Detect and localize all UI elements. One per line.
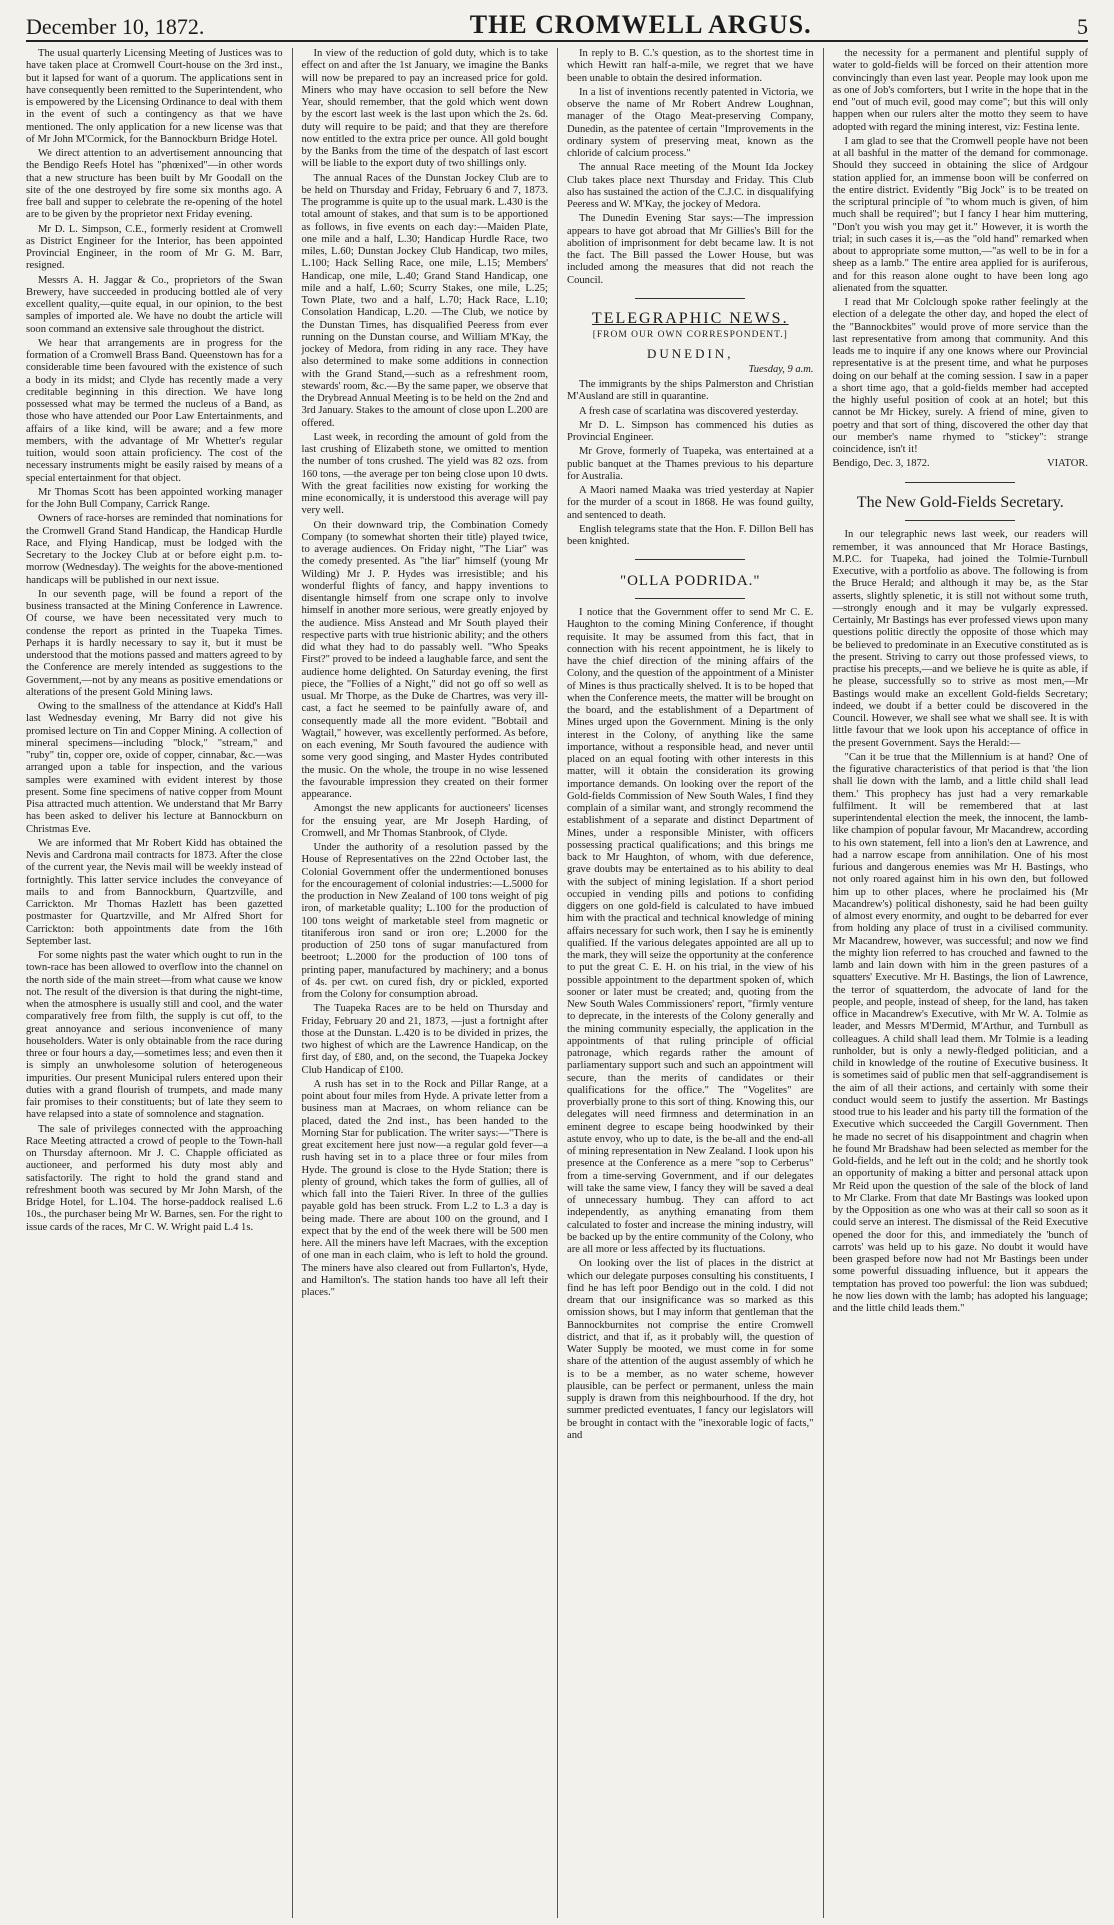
news-paragraph: I read that Mr Colclough spoke rather feelingly at the election of a delegate the other day, and hoped the elect of the "Bannockbites" would prove of more service than the last representative from among that community. And this leads me to inquire if any one knows where our Provincial representative is at the present time, and what he purposes doing on our behalf at the coming session. I saw in a paper a short time ago, that a gold-fields member had accepted the highly useful position of cook at an hotel; but this cannot be Mr Hickey, surely. A friend of mine, given to poetry and that sort of thing, discovered the other day that our member's name rhymed to "stickey": strange coincidence, isn't it! (832, 297, 1088, 455)
column-paragraph: On looking over the list of places in the district at which our delegate purposes consulting his constituents, I find he has left poor Bendigo out in the cold. I did not dream that our insignificance was so marked as this omission shows, but I may inform that gentleman that the Bannockburnites not comprise the entire Cromwell district, and that if, as it probably will, the question of Water Supply be mooted, we must come in for some share of the attention of the august assembly of which he is to be a member, as no water scheme, however plausible, can be perfect or permanent, unless the main supply is drawn from this neighbourhood. If the dry, hot summer predicted eventuates, I fancy our legislators will be brought in contact with the "inexorable logic of facts," and (567, 1258, 814, 1441)
telegram-item: Mr D. L. Simpson has commenced his duties as Provincial Engineer. (567, 419, 814, 443)
issue-date: December 10, 1872. (26, 14, 205, 39)
news-paragraph: In reply to B. C.'s question, as to the shortest time in which Hewitt ran half-a-mile, we regret that we have been unable to obtain the desired information. (567, 48, 814, 84)
signature-line (833, 458, 1089, 470)
news-paragraph: Mr Thomas Scott has been appointed working manager for the John Bull Company, Carrick Range. (26, 486, 283, 510)
news-paragraph: In our seventh page, will be found a report of the business transacted at the Mining Conference in Lawrence. Of course, we have been necessitated very much to condense the report as printed in the Tuapeka Times. Perhaps it is hardly necessary to say it, but it must be understood that the motions passed and matters agreed to by the Conference are merely intended as suggestions to the Government,—not by any means as positive emendations or alterations of the present Gold Mining laws. (26, 588, 283, 698)
news-paragraph: In a list of inventions recently patented in Victoria, we observe the name of Mr Robert Andrew Loughnan, manager of the Otago Meat-preserving Company, Dunedin, as the patentee of certain "Improvements in the ordinary system of preserving meat, known as the chloride of calcium process." (567, 86, 814, 159)
newspaper-title: THE CROMWELL ARGUS. (469, 10, 812, 39)
news-paragraph: We direct attention to an advertisement announcing that the Bendigo Reefs Hotel has "phœnixed"—in other words that a new structure has been built by Mr Goodall on the site of the one destroyed by fire some six months ago. A free ball and supper to celebrate the re-opening of the hotel are to be given by the proprietor next Friday evening. (26, 148, 283, 221)
telegram-item: A Maori named Maaka was tried yesterday at Napier for the murder of a scout in 1868. He was found guilty, and sentenced to death. (567, 485, 814, 521)
news-paragraph: On their downward trip, the Combination Comedy Company (to somewhat shorten their title) played twice, to average audiences. On Friday night, "The Liar" was the comedy presented. As "the liar" himself (young Mr Wilding) Mr J. P. Hydes was irresistible; and his wonderful flights of fancy, and happy inventions to disentangle himself from one scrape only to involve himself in another more serious, were greatly enjoyed by the audience. Miss Anstead and Mr South played their respective parts with true histrionic ability; and the others did what they had to do passably well. "Who Speaks First?" proved to be indeed a laughable farce, and sent the audience home delighted. On Saturday evening, the first piece, the "Follies of a Night," did not go off so well as usual. Mr Thorpe, as the Duke de Chartres, was very ill-cast, a fact he seemed to be painfully aware of, and consequently made all the more evident. "Bobtail and Wagtail," however, was excellently performed. As before, on each evening, Mr South favoured the audience with some very good singing, and Master Hydes contributed the music. On the whole, the troupe in no wise lessened the favourable impression they created on their former appearance. (301, 519, 548, 800)
page-number: 5 (1076, 14, 1088, 39)
section-divider (567, 291, 814, 303)
news-paragraph: In view of the reduction of gold duty, which is to take effect on and after the 1st January, we imagine the Banks will now be prepared to pay an increased price for gold. Miners who may have occasion to sell before the New Year, should remember, that the gold which went down by the escort last week is the last upon which the 2s. 6d. duty will require to be paid; and that they are therefore now entitled to the extra price per ounce. All gold bought by the Banks from the time of the despatch of last escort will be liable to the export duty of two shillings only. (301, 48, 548, 170)
telegraphic-subheading: [FROM OUR OWN CORRESPONDENT.] (592, 330, 788, 341)
news-paragraph: The annual Races of the Dunstan Jockey Club are to be held on Thursday and Friday, February 6 and 7, 1873. The programme is quite up to the usual mark. L.430 is the total amount of stakes, and that sum is to be apportioned as follows, in five events on each day:—Maiden Plate, one mile and a half, L.30; Handicap Hurdle Race, two miles, L.60; Dunstan Jockey Club Handicap, two miles, L.100; Hack Selling Race, one mile, L.15; Members' Handicap, one mile, L.40; Grand Stand Handicap, one mile and a half, L.60; Scurry Stakes, one mile, L.25; Town Plate, two and a half, L.70; Hack Race, L.10; Consolation Handicap, L.20. —The Club, we notice by the Dunstan Times, has disqualified Peeress from ever running on the Dunstan course, and William M'Kay, the jockey of Medora, from riding in any race. They have also determined to make some additions in connection with the Grand Stand,—such as a refreshment room, stewards' room, &c.—By the same paper, we observe that the Drybread Annual Meeting is to be held on the 2nd and 3rd January. Stakes to the amount of close upon L.200 are offered. (301, 172, 548, 429)
telegram-item: English telegrams state that the Hon. F. Dillon Bell has been knighted. (567, 523, 814, 547)
signature-author: VIATOR. (1047, 458, 1088, 470)
column-4 (823, 48, 1089, 1918)
news-paragraph: We hear that arrangements are in progress for the formation of a Cromwell Brass Band. Queenstown has for a considerable time been favoured with the existence of such a body in its midst; and Clyde has recently made a very creditable beginning in this direction. We have long possessed what may be termed the nucleus of a Band, as those who have attended our Poor Law Entertainments, and affairs of a like kind, will be aware; and a few more members, with the advantage of Mr Whetter's regular tuition, would soon attain proficiency. The cost of the necessary instruments might be easily raised by means of a special entertainment for that object. (26, 337, 283, 484)
olla-podrida-heading: "OLLA PODRIDA." (619, 572, 761, 589)
column-paragraph: I notice that the Government offer to send Mr C. E. Haughton to the coming Mining Conference, if thought requisite. It may be assumed from this fact, that in connection with his recent appointment, he is likely to have the chief direction of the mining affairs of the Colony, and the question of the appointment of a Minister of Mines is thus practically shelved. It is to be hoped that when the Conference meets, the matter will be brought on the board, and the establishment of a Department of Mines urged upon the Government. Mining is the only interest in the Colony, of anything like the same importance, without a responsible head, and never until placed on an equal footing with other interests in this matter, will it obtain the consideration its growing importance demands. On looking over the report of the Gold-fields Commission of New South Wales, I find they complain of a similar want, and strongly recommend the establishment of a separate and distinct Department of Mines, under a responsible Minister, with officers possessing practical qualifications; and this brings me back to Mr Haughton, of whom, with due deference, grave doubts may be entertained as to his ability to deal with the subject of mining legislation. If a short period occupied in vending pills and potions to confiding diggers on one gold-field is calculated to have imbued him with the practical and technical knowledge of mining affairs necessary for such work, then I say he is eminently qualified. If the various delegates appointed are all up to the mark, they will seize the opportunity at the conference to put the great C. E. H. on his trial, in the view of his possible appointment to the department spoken of, which sooner or later must be created; and, quoting from the New South Wales Commissioners' report, "firmly venture to deprecate, in the interests of the Colony generally and the mining community especially, the application in the appointments of that ruling principle of official patronage, which regards rather the amount of parliamentary support such and such an appointment will secure, than the merits of candidates or their qualifications for the office." The "Vogelites" are proverbially prone to this sort of thing. Knowing this, our delegates will need firmness and determination in an eminent degree to escape being hoodwinked by their astute envoy, who up to date, is the be-all and the end-all of mining representation in New Zealand. I look upon his presence at the Conference as a mere "sop to Cerberus" from a time-serving Government, and if our delegates will take the same view, I fancy they will be saved a deal of unnecessary humbug. They can afford to act independently, as anything emanating from them calculated to foster and increase the mining industry, will be backed up by the entire community of the Colony, who are all more or less affected by its fluctuations. (567, 607, 814, 1255)
news-paragraph: For some nights past the water which ought to run in the town-race has been allowed to overflow into the channel on the north side of the main street—from what cause we know not. The result of the diversion is that during the night-time, when the atmosphere is usually still and cool, and the water comparatively free from filth, the supply is cut off, to the great annoyance and serious inconvenience of many householders. Water is only obtainable from the race during three or four hours a day,—sometimes less; and even then it is simply an unwholesome solution of heterogeneous impurities. Our present Municipal rulers entered upon their duties with a grand flourish of trumpets, and made many fair promises to their constituents; but of late they seem to have relapsed into a state of somnolence and stagnation. (26, 950, 283, 1121)
column-3 (557, 48, 823, 1918)
news-paragraph: The usual quarterly Licensing Meeting of Justices was to have taken place at Cromwell Court-house on the 3rd inst., but it lapsed for want of a quorum. The applications sent in have consequently been remitted to the Superintendent, who is empowered by the Licensing Ordinance to deal with them in the event of such a contingency as that we have mentioned. The only application for a new license was that of Mr John M'Cormick, for the Bannockburn Bridge Hotel. (26, 48, 283, 145)
news-paragraph: The Tuapeka Races are to be held on Thursday and Friday, February 20 and 21, 1873, —just a fortnight after those at the Dunstan. L.420 is to be divided in prizes, the two highest of which are the Lawrence Handicap, on the first day, of £80, and, on the second, the Tuapeka Jockey Club Handicap of £100. (301, 1003, 548, 1076)
telegraphic-dateline: Tuesday, 9 a.m. (748, 363, 814, 375)
news-paragraph: Messrs A. H. Jaggar & Co., proprietors of the Swan Brewery, have succeeded in producing bottled ale of very excellent quality,—quite equal, in our opinion, to the best samples of imported ale. We have no doubt the article will soon command an extensive sale throughout the district. (26, 274, 283, 335)
telegram-item: Mr Grove, formerly of Tuapeka, was entertained at a public banquet at the Thames previous to his departure for Australia. (567, 446, 814, 482)
news-paragraph: Owners of race-horses are reminded that nominations for the Cromwell Grand Stand Handicap, the Handicap Hurdle Race, and Flying Handicap, must be lodged with the Secretary to the Jockey Club at or before eight p.m. to-morrow (Wednesday). The weights for the above-mentioned handicaps will be published in our next issue. (26, 513, 283, 586)
section-divider (567, 552, 814, 564)
signature-place-date: Bendigo, Dec. 3, 1872. (832, 458, 930, 470)
news-paragraph: Mr D. L. Simpson, C.E., formerly resident at Cromwell as District Engineer for the Interior, has been appointed Provincial Engineer, in the room of Mr G. M. Barr, resigned. (26, 223, 283, 272)
telegram-item: The immigrants by the ships Palmerston and Christian M'Ausland are still in quarantine. (567, 379, 814, 403)
news-paragraph: We are informed that Mr Robert Kidd has obtained the Nevis and Cardrona mail contracts for 1873. After the close of the current year, the Nevis mail will be weekly instead of fortnightly. This latter service includes the conveyance of mails to and from Bannockburn, Quartzville, and Carrickton. Mr Thomas Hazlett has been gazetted postmaster for Quartzville, and Mr Alfred Short for Carrickton: both appointments date from the 16th September last. (26, 837, 283, 947)
news-paragraph: Under the authority of a resolution passed by the House of Representatives on the 22nd October last, the Colonial Government offer the undermentioned bonuses for the encouragement of colonial industries:—L.5000 for the production in New Zealand of 100 tons weight of pig iron, of marketable quality; L.100 for the production of 100 tons weight of marketable steel from magnetic or titaniferous iron sand or iron ore; L.2000 for the production of 250 tons of sugar manufactured from beetroot; L.2000 for the production of 100 tons of printing paper, manufactured by machinery; and a bonus of 4s. per cwt. on cured fish, dry or pickled, exported from the Colony for consumption abroad. (301, 842, 548, 1000)
news-paragraph: Last week, in recording the amount of gold from the last crushing of Elizabeth stone, we omitted to mention the number of tons crushed. The yield was 82 ozs. from 160 tons, —the average per ton being close upon 10 dwts. With the great facilities now existing for working the mine economically, it is understood this average will pay very well. (301, 431, 548, 517)
news-paragraph: "Can it be true that the Millennium is at hand? One of the figurative characteristics of that period is that 'the lion shall lie down with the lamb, and a little child shall lead them.' This prophecy has just had a very remarkable fulfilment. It will be remembered that at last superintendental election the meek, the innocent, the lamb-like champion of popular favour, Mr Macandrew, according to his own statement, fell into a lion's den at Lawrence, and had a narrow escape from annihilation. One of his most furious and dangerous enemies was Mr H. Bastings, who not only roared against him in his own den, but followed him up to other places, where he proclaimed his (Mr Macandrew's) political dishonesty, said he had been guilty of almost every enormity, and ought to be debarred for ever from holding any place of trust in a civilised community. Mr Macandrew, however, was successful; and now we find the mighty lion referred to has crouched and fawned to the lamb and lain down with him in the green pastures of a squatters' Executive. Mr H. Bastings, the lion of Lawrence, the terror of squatterdom, the advocate of land for the people, and people, instead of sheep, for the land, has taken office in Macandrew's Executive, with Mr W. A. Tolmie as leader, and Messrs M'Dermid, M'Arthur, and Turnbull as colleagues. A child shall lead them. Mr Tolmie is a leading runholder, but is only a newly-fledged politician, and a child in knowledge of the routine of Executive business. It is sometimes said of public men that self-aggrandisement is the aim of all their actions, and certainly with some their conduct would seem to justify the assertion. Mr Bastings stood true to his leader and his party till the formation of the Executive which succeeded the Cargill Government. Then he made no secret of his disappointment and chagrin when he found Mr Bradshaw had been selected as member for the Gold-fields, and he left out in the cold; and he shortly took an opportunity of making a bitter and personal attack upon Mr Reid upon the question of the sale of the block of land to Mr Clarke. From that date Mr Bastings was looked upon by the Opposition as one who was at their call so soon as it could serve an interest. The dismissal of the Reid Executive opened the door for this, and immediately the 'bunch of carrots' was held up to his gaze. No doubt it would have been grasped before now had not Mr Bastings been under some powerful dissuading influence, but it appears the temptation has proved too powerful: the lion was subdued; he now lies down with the lamb; has adopted his language; and the little child leads them." (832, 751, 1088, 1314)
telegraphic-heading: TELEGRAPHIC NEWS. (591, 310, 789, 327)
news-paragraph: A rush has set in to the Rock and Pillar Range, at a point about four miles from Hyde. A private letter from a business man at Macraes, on whom reliance can be placed, dated the 2nd inst., has been handed to the Morning Star for publication. The writer says:—"There is great excitement here just now—a regular gold fever—a rush having set in to a place three or four miles from Hyde. The ground is close to the Hyde Station; there is plenty of ground, which takes the form of gullies, all of which fall into the Taieri River. In three of the gullies payable gold has been struck. From L.2 to L.3 a day is being made. There are about 100 on the ground, and I expect that by the end of the week there will be 500 men here. All the miners have left Macraes, with the exception of one man in each claim, who is left to hold the ground. The miners have also cleared out from Fullarton's, Hyde, and Hamilton's. The station hands too have all left their places." (301, 1078, 548, 1298)
masthead (26, 4, 1088, 42)
news-paragraph: Owing to the smallness of the attendance at Kidd's Hall last Wednesday evening, Mr Barry did not give his promised lecture on Tin and Copper Mining. A collection of mineral specimens—including "block," "stream," and "ruby" tin, copper ore, oxide of copper, cinnabar, &c.—was arranged upon a table for inspection, and the various samples were examined with evident interest by those present. Some fine specimens of native copper from Mount Pisa attracted much attention. We understand that Mr Barry has been asked to deliver his lecture at Bannockburn on Christmas Eve. (26, 701, 283, 835)
news-paragraph: I am glad to see that the Cromwell people have not been at all bashful in the matter of the demand for commonage. Should they succeed in obtaining the slice of Ardgour station applied for, an immense boon will be conferred on the entire district. Evidently "Big Jock" is to be treated on the scriptural principle of "to whom much is given, of him much shall be required"; but I fancy I hear him muttering, "Don't you wish you may get it." However, it is worth the trial; in such cases it is,—as the "old hand" remarked when about to appropriate some mutton,—"as well to be in for a sheep as a lamb." The entire area applied for is auriferous, and for this reason alone ought to have been long ago alienated from the squatter. (832, 135, 1088, 294)
telegraphic-place: DUNEDIN, (647, 345, 734, 361)
news-paragraph: Amongst the new applicants for auctioneers' licenses for the ensuing year, are Mr Joseph Harding, of Cromwell, and Mr Thomas Stanbrook, of Clyde. (301, 803, 548, 839)
news-paragraph: The annual Race meeting of the Mount Ida Jockey Club takes place next Thursday and Friday. This Club also has sustained the action of the C.J.C. in disqualifying Peeress and W. M'Kay, the jockey of Medora. (567, 162, 814, 210)
news-paragraph: the necessity for a permanent and plentiful supply of water to gold-fields will be forced on their attention more convincingly than even last year. People may look upon me as one of Job's comforters, but I write in the hope that in the end "out of much evil, good may come"; but this will only happen when our rulers alter the motto they seem to have adopted with regard the mining interest, viz: Festina lente. (832, 48, 1088, 133)
news-paragraph: The sale of privileges connected with the approaching Race Meeting attracted a crowd of people to the Town-hall on Thursday afternoon. Mr J. C. Chapple officiated as auctioneer, and performed his duty most ably and satisfactorily. The right to hold the grand stand and refreshment booth was secured by Mr John Marsh, of the Bridge Hotel, for L.104. The horse-paddock realised L.6 10s., the purchaser being Mr W. Barnes, sen. For the right to issue cards of the races, Mr C. W. Wright paid L.4 1s. (26, 1123, 283, 1233)
section-divider (567, 591, 814, 603)
column-2 (292, 48, 558, 1918)
column-1 (26, 48, 292, 1918)
section-divider (833, 513, 1089, 525)
goldfields-heading: The New Gold-Fields Secretary. (856, 493, 1064, 511)
telegram-item: A fresh case of scarlatina was discovered yesterday. (579, 405, 799, 417)
section-divider (833, 475, 1089, 487)
news-paragraph: The Dunedin Evening Star says:—The impression appears to have got abroad that Mr Gillies's Bill for the abolition of imprisonment for debt became law. It is not the fact. The Bill passed the Lower House, but was included among the measures that did not reach the Council. (567, 213, 814, 286)
article-columns (26, 48, 1088, 1918)
news-paragraph: In our telegraphic news last week, our readers will remember, it was announced that Mr Horace Bastings, M.P.C. for Tuapeka, had joined the Tolmie-Turnbull Executive, with a portfolio as above. The following is from the Bruce Herald; and although it may be, as the Star asserts, slightly splenetic, it is still not without some truth,—strongly enough and it may be vulgarly expressed. Certainly, Mr Bastings has ever professed views upon many questions politic directly the opposite of those which may be believed to predominate in an Executive constituted as is the present. Striving to carry out those professed views, to practise his precepts,—and we believe he is quite as able, if he please, successfully so to strive as most men,—Mr Bastings would make an excellent Gold-fields Secretary; indeed, we doubt if a better could be discovered in the Council. However, we shall see what we shall see. It is with little favour that we look upon his acceptance of office in the present Government. Says the Herald:— (832, 529, 1088, 749)
